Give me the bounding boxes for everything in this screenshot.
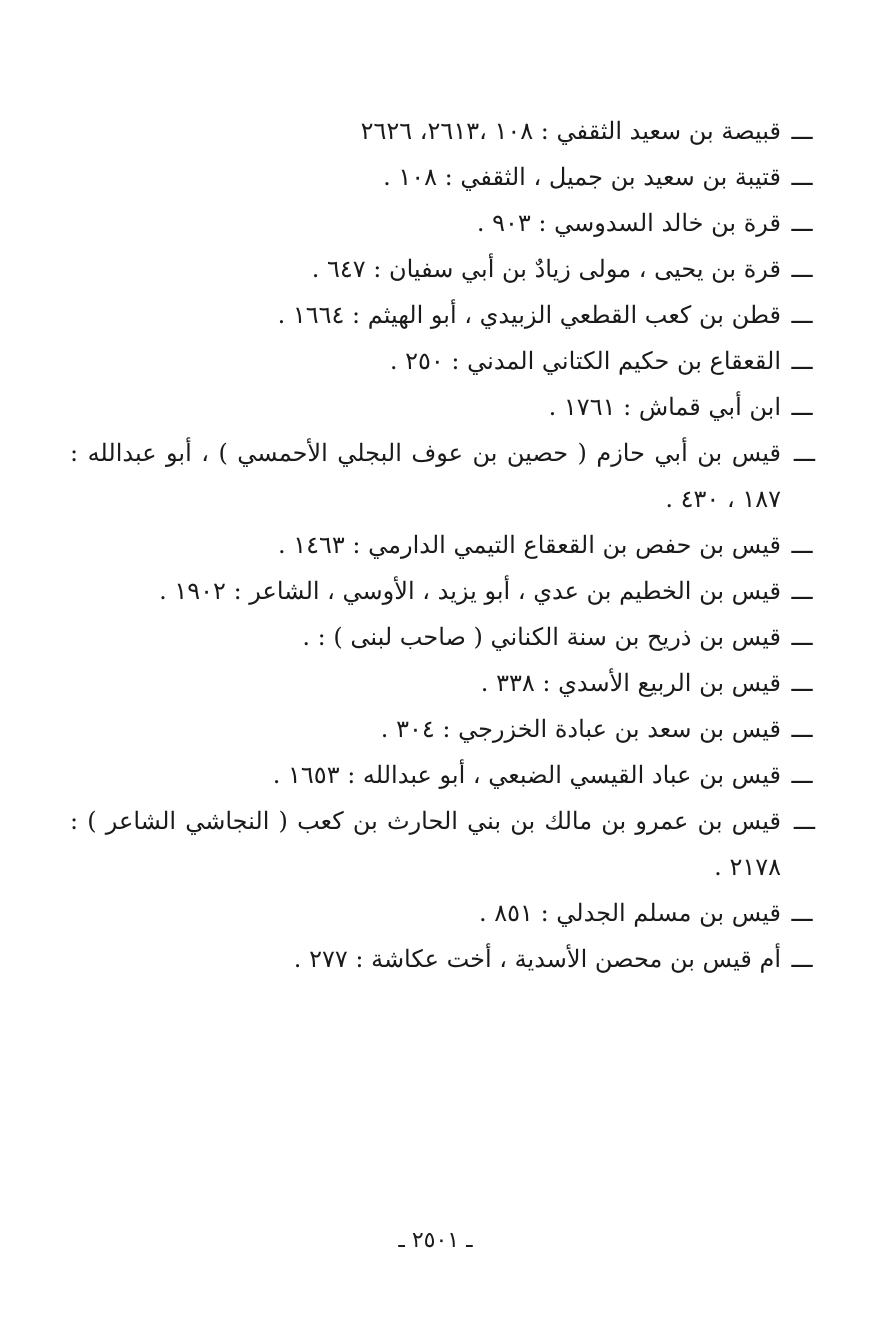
entry-dash: ـــ: [791, 577, 813, 605]
entry-dash: ـــ: [791, 623, 813, 651]
index-entry: [70, 338, 815, 384]
entry-text: قتيبة بن سعيد بن جميل ، الثقفي : ١٠٨ .: [383, 163, 781, 191]
entry-dash: ـــ: [791, 531, 813, 559]
entry-text: قيس بن حفص بن القعقاع التيمي الدارمي : ١٤٦٣ .: [277, 531, 781, 559]
index-entry: [70, 706, 815, 752]
index-entry: [70, 108, 815, 154]
entry-text: قيس بن ذريح بن سنة الكناني ( صاحب لبنى ) : .: [302, 623, 781, 651]
index-entry: [70, 614, 815, 660]
index-entries-list: [70, 108, 815, 982]
entry-text: القعقاع بن حكيم الكتاني المدني : ٢٥٠ .: [389, 347, 781, 375]
entry-text: قيس بن الربيع الأسدي : ٣٣٨ .: [480, 669, 781, 697]
entry-text: قرة بن يحيى ، مولى زيادٌ بن أبي سفيان : ٦٤٧ .: [311, 255, 781, 283]
entry-dash: ـــ: [791, 669, 813, 697]
entry-text: قيس بن الخطيم بن عدي ، أبو يزيد ، الأوسي ، الشاعر : ١٩٠٢ .: [159, 577, 781, 605]
index-entry: [70, 752, 815, 798]
index-entry: [70, 200, 815, 246]
index-entry: [70, 430, 815, 522]
index-entry: [70, 154, 815, 200]
index-entry: [70, 292, 815, 338]
entry-dash: ـــ: [791, 715, 813, 743]
entry-dash: ـــ: [791, 945, 813, 973]
index-entry: [70, 246, 815, 292]
entry-text: قيس بن سعد بن عبادة الخزرجي : ٣٠٤ .: [380, 715, 781, 743]
index-entry: [70, 568, 815, 614]
entry-dash: ـــ: [791, 393, 813, 421]
entry-dash: ـــ: [793, 439, 815, 467]
entry-dash: ـــ: [791, 899, 813, 927]
entry-dash: ـــ: [791, 255, 813, 283]
entry-dash: ـــ: [791, 163, 813, 191]
entry-dash: ـــ: [791, 301, 813, 329]
entry-text: قطن بن كعب القطعي الزبيدي ، أبو الهيثم : ١٦٦٤ .: [277, 301, 781, 329]
entry-text: ابن أبي قماش : ١٧٦١ .: [548, 393, 781, 421]
entry-dash: ـــ: [791, 209, 813, 237]
index-entry: [70, 660, 815, 706]
entry-text: قبيصة بن سعيد الثقفي : ١٠٨ ،٢٦١٣، ٢٦٢٦: [360, 117, 781, 145]
entry-dash: ـــ: [791, 347, 813, 375]
entry-dash: ـــ: [791, 117, 813, 145]
entry-text: قيس بن عمرو بن مالك بن بني الحارث بن كعب ( النجاشي الشاعر ) : ٢١٧٨ .: [70, 807, 781, 881]
page-number: ـ ٢٥٠١ ـ: [398, 1228, 473, 1253]
index-entry: [70, 936, 815, 982]
index-entry: [70, 890, 815, 936]
index-entry: [70, 384, 815, 430]
entry-text: قيس بن أبي حازم ( حصين بن عوف البجلي الأحمسي ) ، أبو عبدالله : ١٨٧ ، ٤٣٠ .: [70, 439, 781, 513]
entry-text: أم قيس بن محصن الأسدية ، أخت عكاشة : ٢٧٧ .: [293, 945, 781, 973]
entry-text: قرة بن خالد السدوسي : ٩٠٣ .: [476, 209, 781, 237]
index-entry: [70, 522, 815, 568]
entry-text: قيس بن مسلم الجدلي : ٨٥١ .: [479, 899, 781, 927]
entry-dash: ـــ: [793, 807, 815, 835]
entry-text: قيس بن عباد القيسي الضبعي ، أبو عبدالله : ١٦٥٣ .: [272, 761, 781, 789]
entry-dash: ـــ: [791, 761, 813, 789]
index-entry: [70, 798, 815, 890]
